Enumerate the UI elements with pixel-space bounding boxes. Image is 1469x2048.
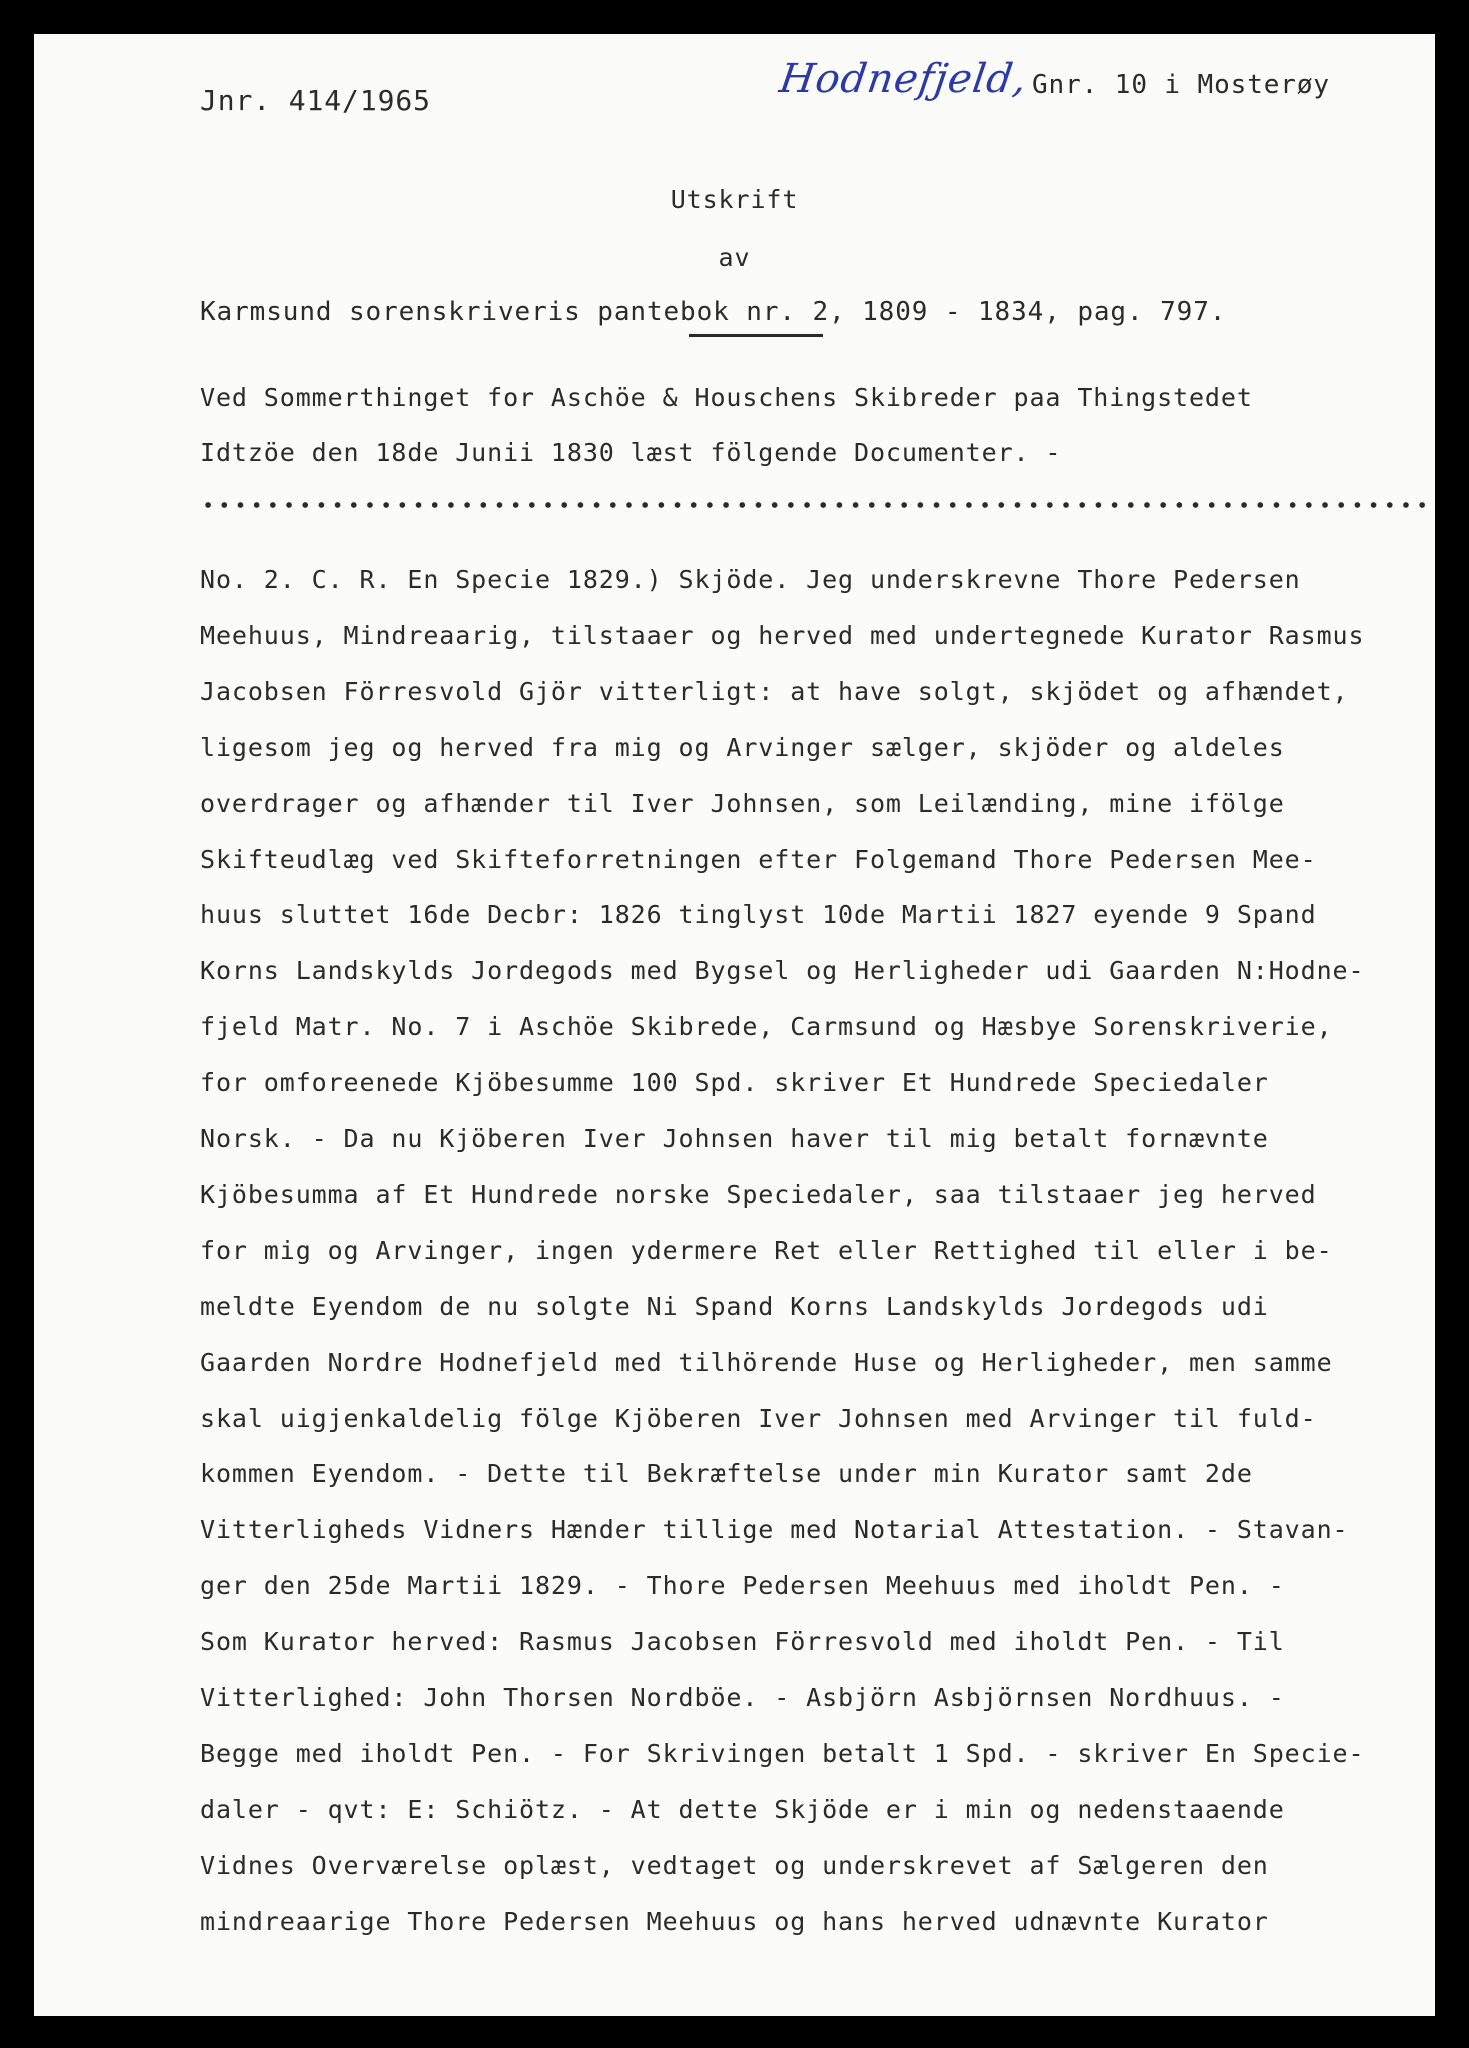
journal-number: Jnr. 414/1965 xyxy=(200,84,431,117)
deed-text-line: daler - qvt: E: Schiötz. - At dette Skjöde er i min og nedenstaaende xyxy=(200,1794,1285,1824)
deed-text-line: Kjöbesumma af Et Hundrede norske Speciedaler, saa tilstaaer jeg herved xyxy=(200,1179,1317,1209)
deed-text-line: fjeld Matr. No. 7 i Aschöe Skibrede, Carmsund og Hæsbye Sorenskriverie, xyxy=(200,1012,1333,1042)
deed-text-line: huus sluttet 16de Decbr: 1826 tinglyst 10de Martii 1827 eyende 9 Spand xyxy=(200,900,1317,930)
handwritten-farm-name: Hodnefjeld, xyxy=(776,56,1031,102)
deed-text-line: overdrager og afhænder til Iver Johnsen, som Leilænding, mine ifölge xyxy=(200,788,1285,818)
deed-text-line: Jacobsen Förresvold Gjör vitterligt: at have solgt, skjödet og afhændet, xyxy=(200,676,1349,706)
deed-text-line: skal uigjenkaldelig fölge Kjöberen Iver Johnsen med Arvinger til fuld- xyxy=(200,1403,1317,1433)
deed-text-line: Vidnes Overværelse oplæst, vedtaget og underskrevet af Sælgeren den xyxy=(200,1850,1269,1880)
deed-text-line: Gaarden Nordre Hodnefjeld med tilhörende Huse og Herligheder, men samme xyxy=(200,1347,1333,1377)
deed-text-line: for omforeenede Kjöbesumme 100 Spd. skriver Et Hundrede Speciedaler xyxy=(200,1068,1269,1098)
deed-text-line: meldte Eyendom de nu solgte Ni Spand Korns Landskylds Jordegods udi xyxy=(200,1291,1269,1321)
deed-text-line: Skifteudlæg ved Skifteforretningen efter Folgemand Thore Pedersen Mee- xyxy=(200,844,1317,874)
deed-text-line: Vitterlighed: John Thorsen Nordböe. - Asbjörn Asbjörnsen Nordhuus. - xyxy=(200,1683,1285,1712)
document-title-connector: av xyxy=(718,243,751,272)
intro-line: Ved Sommerthinget for Aschöe & Houschens Skibreder paa Thingstedet xyxy=(200,383,1253,412)
reference-underline xyxy=(689,334,823,337)
document-page xyxy=(34,34,1435,2016)
deed-text-line: No. 2. C. R. En Specie 1829.) Skjöde. Jeg underskrevne Thore Pedersen xyxy=(200,565,1301,594)
property-reference: Gnr. 10 i Mosterøy xyxy=(1032,70,1330,100)
intro-line: Idtzöe den 18de Junii 1830 læst fölgende Documenter. - xyxy=(200,438,1062,467)
deed-text-line: ger den 25de Martii 1829. - Thore Pedersen Meehuus med iholdt Pen. - xyxy=(200,1571,1285,1601)
deed-text-line: Begge med iholdt Pen. - For Skrivingen betalt 1 Spd. - skriver En Specie- xyxy=(200,1738,1365,1768)
deed-text-line: for mig og Arvinger, ingen ydermere Ret eller Rettighed til eller i be- xyxy=(200,1235,1333,1265)
deed-text-line: Som Kurator herved: Rasmus Jacobsen Förresvold med iholdt Pen. - Til xyxy=(200,1627,1285,1657)
deed-text-line: Norsk. - Da nu Kjöberen Iver Johnsen haver til mig betalt fornævnte xyxy=(200,1124,1269,1153)
dotted-separator xyxy=(200,500,1435,510)
deed-text-line: Meehuus, Mindreaarig, tilstaaer og herved med undertegnede Kurator Rasmus xyxy=(200,620,1365,650)
source-reference: Karmsund sorenskriveris pantebok nr. 2, 1809 - 1834, pag. 797. xyxy=(200,297,1227,327)
document-title: Utskrift xyxy=(670,185,799,214)
deed-text-line: Vitterligheds Vidners Hænder tillige med Notarial Attestation. - Stavan- xyxy=(200,1515,1349,1545)
deed-text-line: Korns Landskylds Jordegods med Bygsel og Herligheder udi Gaarden N:Hodne- xyxy=(200,956,1365,986)
deed-text-line: ligesom jeg og herved fra mig og Arvinger sælger, skjöder og aldeles xyxy=(200,732,1285,762)
deed-text-line: mindreaarige Thore Pedersen Meehuus og hans herved udnævnte Kurator xyxy=(200,1906,1269,1936)
deed-text-line: kommen Eyendom. - Dette til Bekræftelse under min Kurator samt 2de xyxy=(200,1459,1253,1489)
